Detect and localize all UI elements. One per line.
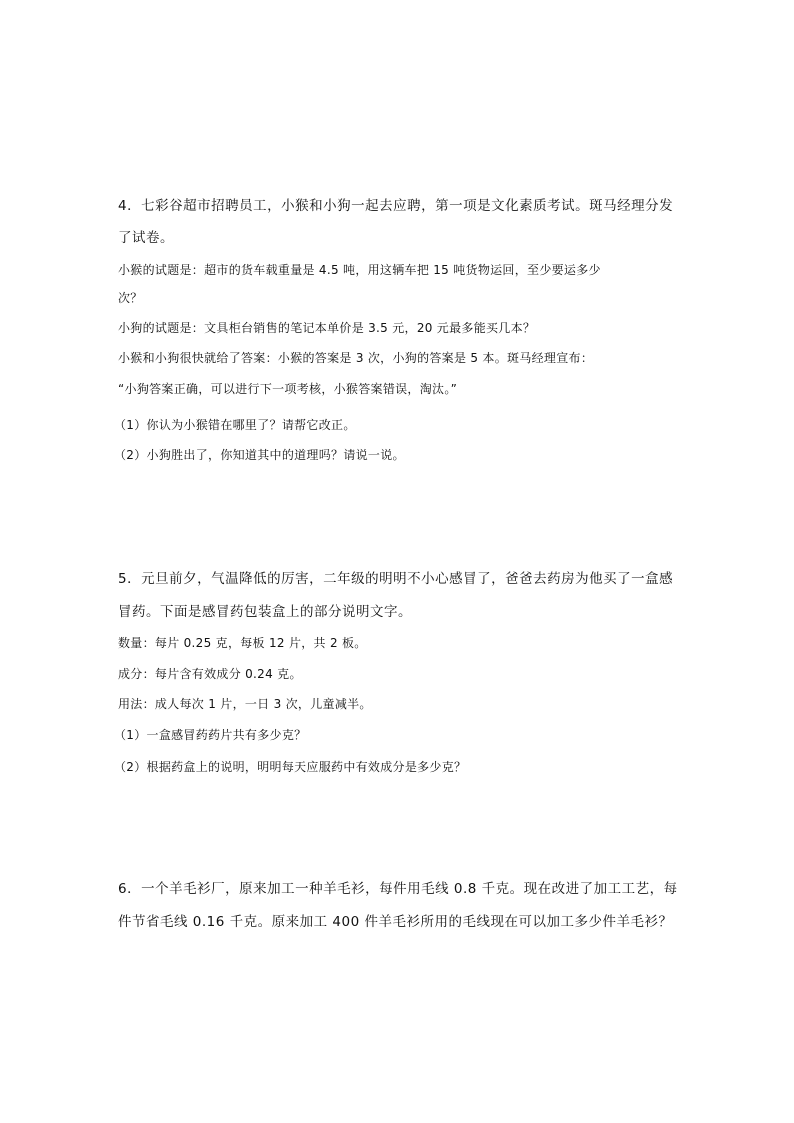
q5-stem-line-4: 成分：每片含有效成分 0.24 克。 [118, 667, 302, 681]
q5-stem-line-1: 5．元旦前夕，气温降低的厉害，二年级的明明不小心感冒了，爸爸去药房为他买了一盒感 [118, 571, 674, 587]
q4-stem-line-4: 次？ [118, 291, 143, 305]
q5-subquestion-1: （1）一盒感冒药药片共有多少克？ [114, 728, 307, 742]
q6-stem-line-2: 件节省毛线 0.16 千克。原来加工 400 件羊毛衫所用的毛线现在可以加工多少件羊毛衫？ [118, 914, 673, 930]
q5-stem-line-2: 冒药。下面是感冒药包装盒上的部分说明文字。 [118, 604, 412, 620]
q4-stem-line-5: 小狗的试题是：文具柜台销售的笔记本单价是 3.5 元，20 元最多能买几本？ [118, 321, 536, 335]
q6-stem-line-1: 6．一个羊毛衫厂，原来加工一种羊毛衫，每件用毛线 0.8 千克。现在改进了加工工艺，每 [118, 881, 678, 897]
q4-stem-line-3: 小猴的试题是：超市的货车载重量是 4.5 吨，用这辆车把 15 吨货物运回，至少要运多少 [118, 263, 601, 277]
q4-stem-line-1: 4．七彩谷超市招聘员工，小猴和小狗一起去应聘，第一项是文化素质考试。斑马经理分发 [118, 198, 674, 214]
q4-stem-line-7: “小狗答案正确，可以进行下一项考核，小猴答案错误，淘汰。” [118, 382, 458, 396]
q5-stem-line-5: 用法：成人每次 1 片，一日 3 次，儿童减半。 [118, 697, 372, 711]
q4-subquestion-1: （1）你认为小猴错在哪里了？请帮它改正。 [114, 418, 356, 432]
q5-subquestion-2: （2）根据药盒上的说明，明明每天应服药中有效成分是多少克？ [114, 760, 467, 774]
q4-subquestion-2: （2）小狗胜出了，你知道其中的道理吗？请说一说。 [114, 448, 405, 462]
q4-stem-line-6: 小猴和小狗很快就给了答案：小猴的答案是 3 次，小狗的答案是 5 本。斑马经理宣布： [118, 351, 594, 365]
q4-stem-line-2: 了试卷。 [118, 230, 174, 246]
q5-stem-line-3: 数量：每片 0.25 克，每板 12 片，共 2 板。 [118, 636, 367, 650]
